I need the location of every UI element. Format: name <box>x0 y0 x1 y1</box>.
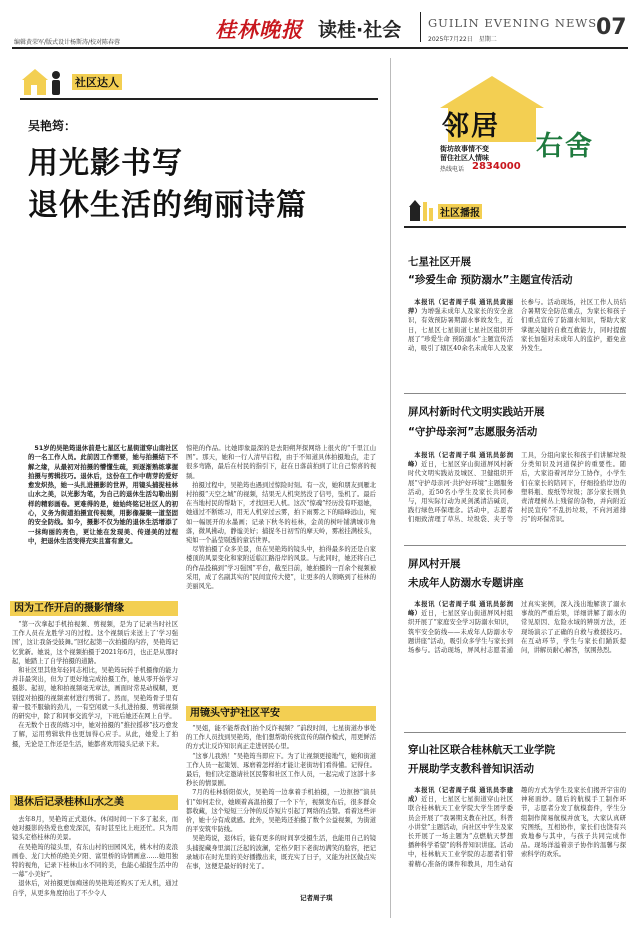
col2-block-a: 惊艳的作品。比她即象最深的是去阳朔拜探网络上很火的“千里江山图”。那天，她和一行人清早启程，由于不知道具体拍摄地点，走了很多弯路，最后在村民的指引下，赶在日落前拍到了让自己惊喜的视频。 拍摄过程中，吴艳筠也遇到过惊险时刻。有一次，她和朋友到雁北村拍摄“天空之城”的视频，结果无人机突然没了信号，坠机了。最后在当地村民的帮助下，才找回无人机。这次“惊魂”经历没有吓退她，她通过不断练习，用无人机穿过云雾，拍下雨雾之下的暗峰远山，宛如一幅展开的水墨画；记录下秋冬的桂林，金黄的树叶铺满城市角落，微风拂动，静谧美好；捕捉冬日初雪的摩天岭，雾凇挂满枝头，宛如一个晶莹剔透的童话世界。 尽管拍摄了众多美景，但在吴艳筠的镜头中，拍得最多的还是自家楼顶的风景变化和家附近临江路沿岸的风景。与此同时，她还将自己的作品投稿到“学习强国”平台，截至目前，她拍摄的一百余个视频被采用，成了名副其实的“民间宣传大使”，让更多的人领略到了桂林的美丽风光。 <box>186 445 376 591</box>
news3-title1: 屏风村开展 <box>408 558 461 570</box>
news1-title1: 七星社区开展 <box>408 256 471 268</box>
subhead-3: 用镜头守护社区平安 <box>186 706 376 721</box>
column-logo <box>20 66 140 96</box>
badge-text-2: 邻居 <box>442 111 500 142</box>
news-tag-label: 社区播报 <box>438 204 482 219</box>
badge-hotline-label: 热线电话 <box>440 166 465 173</box>
feature-title-line1: 用光影书写 <box>28 146 183 181</box>
page-number: 07 <box>596 15 627 40</box>
news3-body: 本报讯（记者周子琪 通讯员彭润峰）近日，七星区穿山街道屏风村组织开展了“家庭安全学习防溺水知识，筑牢安全防线——未成年人防溺水专题讲座”活动，吸引众多学生与家长到场参与。活动现场，屏风村志愿者通过真实案例，深入浅出地解读了溺水事故的严重后果，详细讲解了溺水的常见原因、危险水域的辨别方法，还现场演示了正确的自救与救援技巧。在互动环节，学生与家长们踊跃提问，讲解员耐心解答，氛围热烈。 <box>408 601 626 655</box>
section-title: 读桂·社会 <box>318 19 402 41</box>
news3-title2: 未成年人防溺水专题讲座 <box>408 577 524 589</box>
badge-slogan-1: 街坊故事情不变 <box>440 145 489 153</box>
badge-slogan-2: 留住社区人情味 <box>440 154 489 162</box>
reporter-credit: 记者周子琪 <box>300 894 333 902</box>
badge-hotline: 2834000 <box>472 161 521 172</box>
paper-english-name: GUILIN EVENING NEWS <box>428 16 598 30</box>
feature-subject: 吴艳筠： <box>28 119 77 133</box>
news1-title2: “珍爱生命 预防溺水”主题宣传活动 <box>408 274 573 286</box>
feature-title-line2: 退休生活的绚丽诗篇 <box>28 188 307 223</box>
col1-block-a: “第一次拿起手机拍视频、剪视频，是为了记录当时社区工作人员在龙胜学习的过程。这个视频后来送上了‘学习强国’，这让我备受鼓舞。”回忆起第一次拍摄的内容，吴艳筠记忆犹新。她说，这个视频拍摄于2021年6月，也正是从那时起，她踏上了自学拍摄的道路。 和社区里其他年轻同志相比，吴艳筠玩转手机摄像的能力并非最突出，但为了更好地完成拍摄工作，她从零开始学习摄影。起初，她和拍视频毫无章法，画面时常晃动模糊，更别提对拍摄的视频素材进行剪辑了。然而，吴艳筠骨子里有着一股不服输的劲儿，一有空闲就一头扎进拍摄、剪辑视频的研究中，除了和同事交流学习，下班后她还在网上自学。 在无数个日夜的练习中，她对拍摄的“推拉摇移”技巧愈发了解，运用剪辑软件也更加得心应手。从此，她爱上了拍摄，无论是工作还是生活，她都喜欢用镜头记录下来。 <box>12 621 178 748</box>
col2-block-b: “吴姐，能不能帮我们拍个反诈视频？”前段时间，七星街道办事处的工作人员找到吴艳筠，他们想帮助传统宣传的制作模式，用更鲜活的方式让反诈知识真正走进居民心里。 “这事儿我熟！”吴艳筠当即应下。为了让视频更接地气，她和街道工作人员一起策划、琢磨着怎样拍才能让老街坊们看得懂。记得住。最后，他们决定邀请社区民警和社区工作人员，一起完成了这部十多秒长的情景剧。 7月的桂林骄阳似火，吴艳筠一边拿着手机拍摄，一边抠擦“演员们”如何走位，她顾着高温拍摄了一个下午，视频发布后，很多群众都收藏，这个短短三分钟的反诈短片引起了网络的点赞。看着这些评价，她十分有成就感。此外，吴艳筠还拍摄了数个公益视频，为街道的平安筑牢防线。 吴艳筠说，退休后，能有更多的时间享受摄生活，也能用自己的镜头捕捉藏身里漓江泛起的波澜，定格夕阳下老街坊满笑的脸容，把记录城市在时光里的美好播撒出来，既充实了日子，又能为社区做点实在事，这便是最好的时光了。 <box>186 725 376 871</box>
paper-logo: 桂林晚报 <box>215 17 303 42</box>
house-icon <box>20 66 68 96</box>
news4-title2: 开展助学支教科普知识活动 <box>408 763 534 775</box>
neighbor-badge <box>432 72 612 182</box>
col1-block-b: 去年8月，吴艳筠正式退休。休闲时间一下多了起来，而她对摄影的热爱也愈发深沉，有时甚至比上班还忙。只为用镜头定格桂林的美景。 在吴艳筠的镜头里，有东山村的田园风光，桃木村的麦浪画卷、龙门大桥的绝美夕阳、富里桥的诗情画意……她用独特的视角，记录下桂林山水不同的美，也能心捕捉生活中的一幕“小美好”。 退休后，对拍摄更加痴迷的吴艳筠还购买了无人机，通过自学，从更多角度拍出了不少令人 <box>12 816 178 897</box>
subhead-1: 因为工作开启的摄影情缘 <box>10 601 178 616</box>
issue-date: 2025年7月22日 星期二 <box>428 36 497 43</box>
subhead-2: 退休后记录桂林山水之美 <box>10 795 178 810</box>
news1-body: 本报讯（记者周子琪 通讯员黄丽萍）为增强未成年人及家长的安全意识，有效预防暑期溺水事故发生，近日，七星区七星街道七星社区组织开展了“珍爱生命 预防溺水”主题宣传活动，吸引了辖区40余名未成年人及家长参与。活动现场，社区工作人员结合暑期安全防范重点，为家长和孩子们重点宣传了防溺水知识，帮助大家掌握关键的自救互救能力，同时提醒家长加强对未成年人的监护，避免意外发生。 <box>408 299 626 353</box>
broadcast-icon <box>408 196 438 222</box>
person-icon <box>52 71 60 79</box>
news-tag <box>408 196 528 224</box>
masthead-editors: 编辑黄荣军/版式设计杨斯涛/校对陈春蓉 <box>14 39 121 46</box>
news2-title2: “守护母亲河”志愿服务活动 <box>408 426 538 438</box>
news4-title1: 穿山社区联合桂林航天工业学院 <box>408 744 555 756</box>
badge-text-3: 右舍 <box>536 131 594 162</box>
news2-body: 本报讯（记者周子琪 通讯员彭润峰）近日，七星区穿山街道屏风村新时代文明实践站及城区、卫健组织开展“守护母亲河·共护好环境”主题服务活动，近50名小学生及家长共同参与，用实际行动为灵剑溪清洁碱贡，践行绿色环保理念。活动中，志愿者们细致清理了草丛、垃圾袋、夹子等工具，分组向家长和孩子们讲解垃圾分类知识及河道保护的重要性。随后，大家沿着河岸分工协作，小学生们在家长的陪同下，仔细捡拾岸边的塑料瓶、废纸等垃圾；部分家长则负责清理树丛上残留的杂物，并向附近村民宣传“不乱扔垃圾，不向河道排污”的环保常识。 <box>408 452 626 524</box>
news4-body: 本报讯（记者周子琪 通讯员李建成）近日，七星区七星街道穿山社区联合桂林航天工业学院大学生团学委员会开展了“我暑期支教在社区，科普小讲堂”主题活动，向社区中学生及家长开展了一场主题为“点燃航天梦想 播种科学希望”的科普知识讲座。活动中，桂林航天工业学院的志愿者们带着精心准备的课件和教具，用生动有趣的方式为学生及家长们揭开宇宙的神秘面纱。随后的航模手工制作环节，志愿者分发了航模套件，学生分组制作简易航模并放飞，大家认真研究图纸，互相协作，家长们也饶有兴致地参与其中，与孩子共同完成作品。现场洋溢着亲子协作的温馨与探索科学的欢乐。 <box>408 787 626 868</box>
photo-caption: 吴艳筠在清晨拍摄到的“千里江山图”。（吴艳筠供图） <box>228 425 370 432</box>
news2-title1: 屏风村新时代文明实践站开展 <box>408 406 545 418</box>
column-logo-label: 社区达人 <box>72 74 122 90</box>
silhouette-person-icon <box>110 346 146 388</box>
feature-intro: 51岁的吴艳筠退休前是七星区七星街道穿山南社区的一名工作人员。此前因工作需要，她与拍摄结下不解之缘，从最初对拍摄的懵懂生疏，到逐渐熟练掌握拍摄与剪辑技巧。退休后，这份在工作中萌芽的爱好愈发炽热，她一头扎进摄影的世界，用镜头捕捉桂林山水之美，以光影为笔，为自己的退休生活勾勒出别样的精彩画卷。更难得的是，她始终铭记社区人的初心，义务为街道拍摄宣传视频，用影像凝聚一道坚固的安全防线。如今，摄影不仅为她的退休生活增添了一抹绚丽的亮色，更让她在发现美、传递美的过程中，把退休生活变得充实且富有意义。 <box>28 444 178 545</box>
